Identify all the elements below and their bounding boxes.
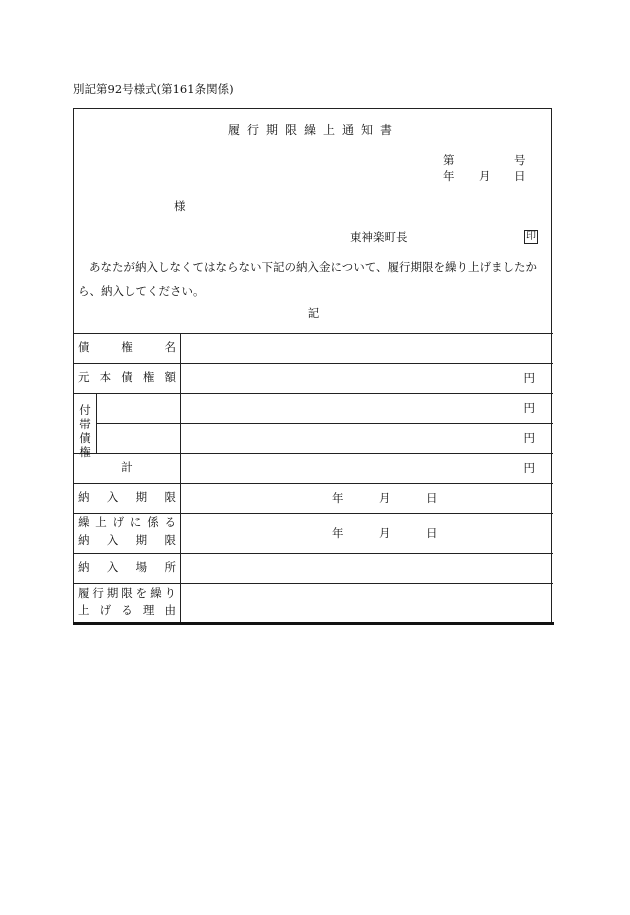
table-divider <box>96 393 97 453</box>
label-ganpon: 元本債権額 <box>78 370 176 385</box>
addressee-suffix: 様 <box>174 199 186 213</box>
table-rule <box>74 393 553 394</box>
ki-heading: 記 <box>307 306 320 320</box>
seal-mark: 印 <box>526 231 536 242</box>
bottom-rule <box>73 622 554 625</box>
notice-form <box>73 108 552 624</box>
label-kei: 計 <box>121 460 133 474</box>
label-riyuu-line2: 上げる理由 <box>78 603 176 618</box>
table-rule <box>74 583 553 584</box>
yen-kei: 円 <box>523 461 535 475</box>
yen-ganpon: 円 <box>523 371 535 385</box>
kigen-month: 月 <box>379 491 391 505</box>
label-nounyuu-kigen: 納入期限 <box>78 490 176 505</box>
date-month: 月 <box>479 169 491 183</box>
table-rule <box>96 423 553 424</box>
number-suffix: 号 <box>514 153 526 167</box>
kuriage-month: 月 <box>379 526 391 540</box>
label-saiken-mei: 債権名 <box>78 340 176 355</box>
label-nounyuu-basho: 納入場所 <box>78 560 176 575</box>
date-year: 年 <box>443 169 455 183</box>
table-rule <box>74 453 553 454</box>
date-day: 日 <box>514 169 526 183</box>
body-text-line1: あなたが納入しなくてはならない下記の納入金について、履行期限を繰り上げましたか <box>89 260 538 274</box>
label-kuriage-line2: 納入期限 <box>78 533 176 548</box>
kigen-day: 日 <box>426 491 438 505</box>
document-title: 履行期限繰上通知書 <box>227 123 399 137</box>
kuriage-year: 年 <box>332 526 344 540</box>
label-futai-saiken: 付帯債権 <box>79 403 91 459</box>
kuriage-day: 日 <box>426 526 438 540</box>
yen-futai-2: 円 <box>523 431 535 445</box>
kigen-year: 年 <box>332 491 344 505</box>
form-number: 別記第92号様式(第161条関係) <box>73 82 234 96</box>
body-text-line2: ら、納入してください。 <box>78 284 205 298</box>
yen-futai-1: 円 <box>523 401 535 415</box>
label-kuriage-line1: 繰上げに係る <box>78 515 176 530</box>
label-riyuu-line1: 履行期限を繰り <box>78 586 176 601</box>
issuer-name: 東神楽町長 <box>350 230 408 244</box>
number-prefix: 第 <box>443 153 455 167</box>
table-divider <box>180 333 181 623</box>
table-rule <box>74 513 553 514</box>
